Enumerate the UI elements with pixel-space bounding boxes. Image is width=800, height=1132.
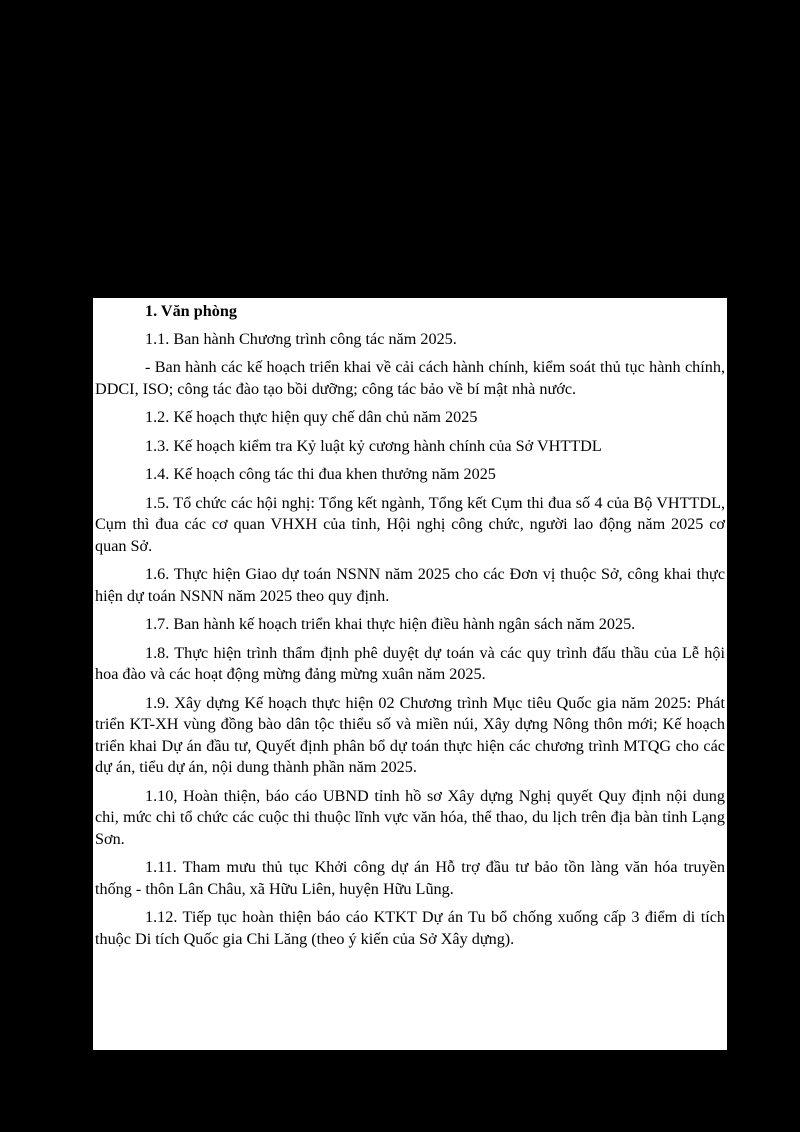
paragraph-1-10: 1.10, Hoàn thiện, báo cáo UBND tỉnh hồ sơ Xây dựng Nghị quyết Quy định nội dung chi, mức chi tổ chức các cuộc thi thuộc lĩnh vực văn hóa, thể thao, du lịch trên địa bàn tỉnh Lạng Sơn. xyxy=(95,786,725,848)
paragraph-1-8: 1.8. Thực hiện trình thẩm định phê duyệt dự toán và các quy trình đấu thầu của Lễ hội hoa đào và các hoạt động mừng đảng mừng xuân năm 2025. xyxy=(95,643,725,683)
paragraph-1-7: 1.7. Ban hành kế hoạch triển khai thực hiện điều hành ngân sách năm 2025. xyxy=(145,615,636,633)
paragraph-1-11: 1.11. Tham mưu thủ tục Khởi công dự án Hỗ trợ đầu tư bảo tồn làng văn hóa truyền thống - thôn Lân Châu, xã Hữu Liên, huyện Hữu Lũng. xyxy=(95,858,725,898)
paragraph-1-3: 1.3. Kế hoạch kiểm tra Kỷ luật kỷ cương hành chính của Sở VHTTDL xyxy=(145,436,602,455)
section-heading: 1. Văn phòng xyxy=(145,302,237,320)
paragraph-1-1: 1.1. Ban hành Chương trình công tác năm 2025. xyxy=(145,329,457,348)
document-page xyxy=(93,298,727,1050)
paragraph-1-12: 1.12. Tiếp tục hoàn thiện báo cáo KTKT Dự án Tu bổ chống xuống cấp 3 điểm di tích thuộc Di tích Quốc gia Chi Lăng (theo ý kiến của Sở Xây dựng). xyxy=(95,908,725,948)
paragraph-1-4: 1.4. Kế hoạch công tác thi đua khen thưởng năm 2025 xyxy=(145,465,496,483)
paragraph-1-1-detail: - Ban hành các kế hoạch triển khai về cải cách hành chính, kiểm soát thủ tục hành chính, DDCI, ISO; công tác đào tạo bồi dưỡng; công tác bảo về bí mật nhà nước. xyxy=(95,358,725,398)
paragraph-1-2: 1.2. Kế hoạch thực hiện quy chế dân chủ năm 2025 xyxy=(145,408,478,426)
paragraph-1-9: 1.9. Xây dựng Kế hoạch thực hiện 02 Chương trình Mục tiêu Quốc gia năm 2025: Phát triển KT-XH vùng đồng bào dân tộc thiểu số và miền núi, Xây dựng Nông thôn mới; Kế hoạch triển khai Dự án đầu tư, Quyết định phân bổ dự toán thực hiện các chương trình MTQG cho các dự án, tiểu dự án, nội dung thành phần năm 2025. xyxy=(95,693,725,776)
paragraph-1-6: 1.6. Thực hiện Giao dự toán NSNN năm 2025 cho các Đơn vị thuộc Sở, công khai thực hiện dự toán NSNN năm 2025 theo quy định. xyxy=(95,565,725,605)
paragraph-1-5: 1.5. Tổ chức các hội nghị: Tổng kết ngành, Tổng kết Cụm thi đua số 4 của Bộ VHTTDL, Cụm thì đua các cơ quan VHXH của tỉnh, Hội nghị công chức, người lao động năm 2025 cơ quan Sở. xyxy=(95,493,725,555)
